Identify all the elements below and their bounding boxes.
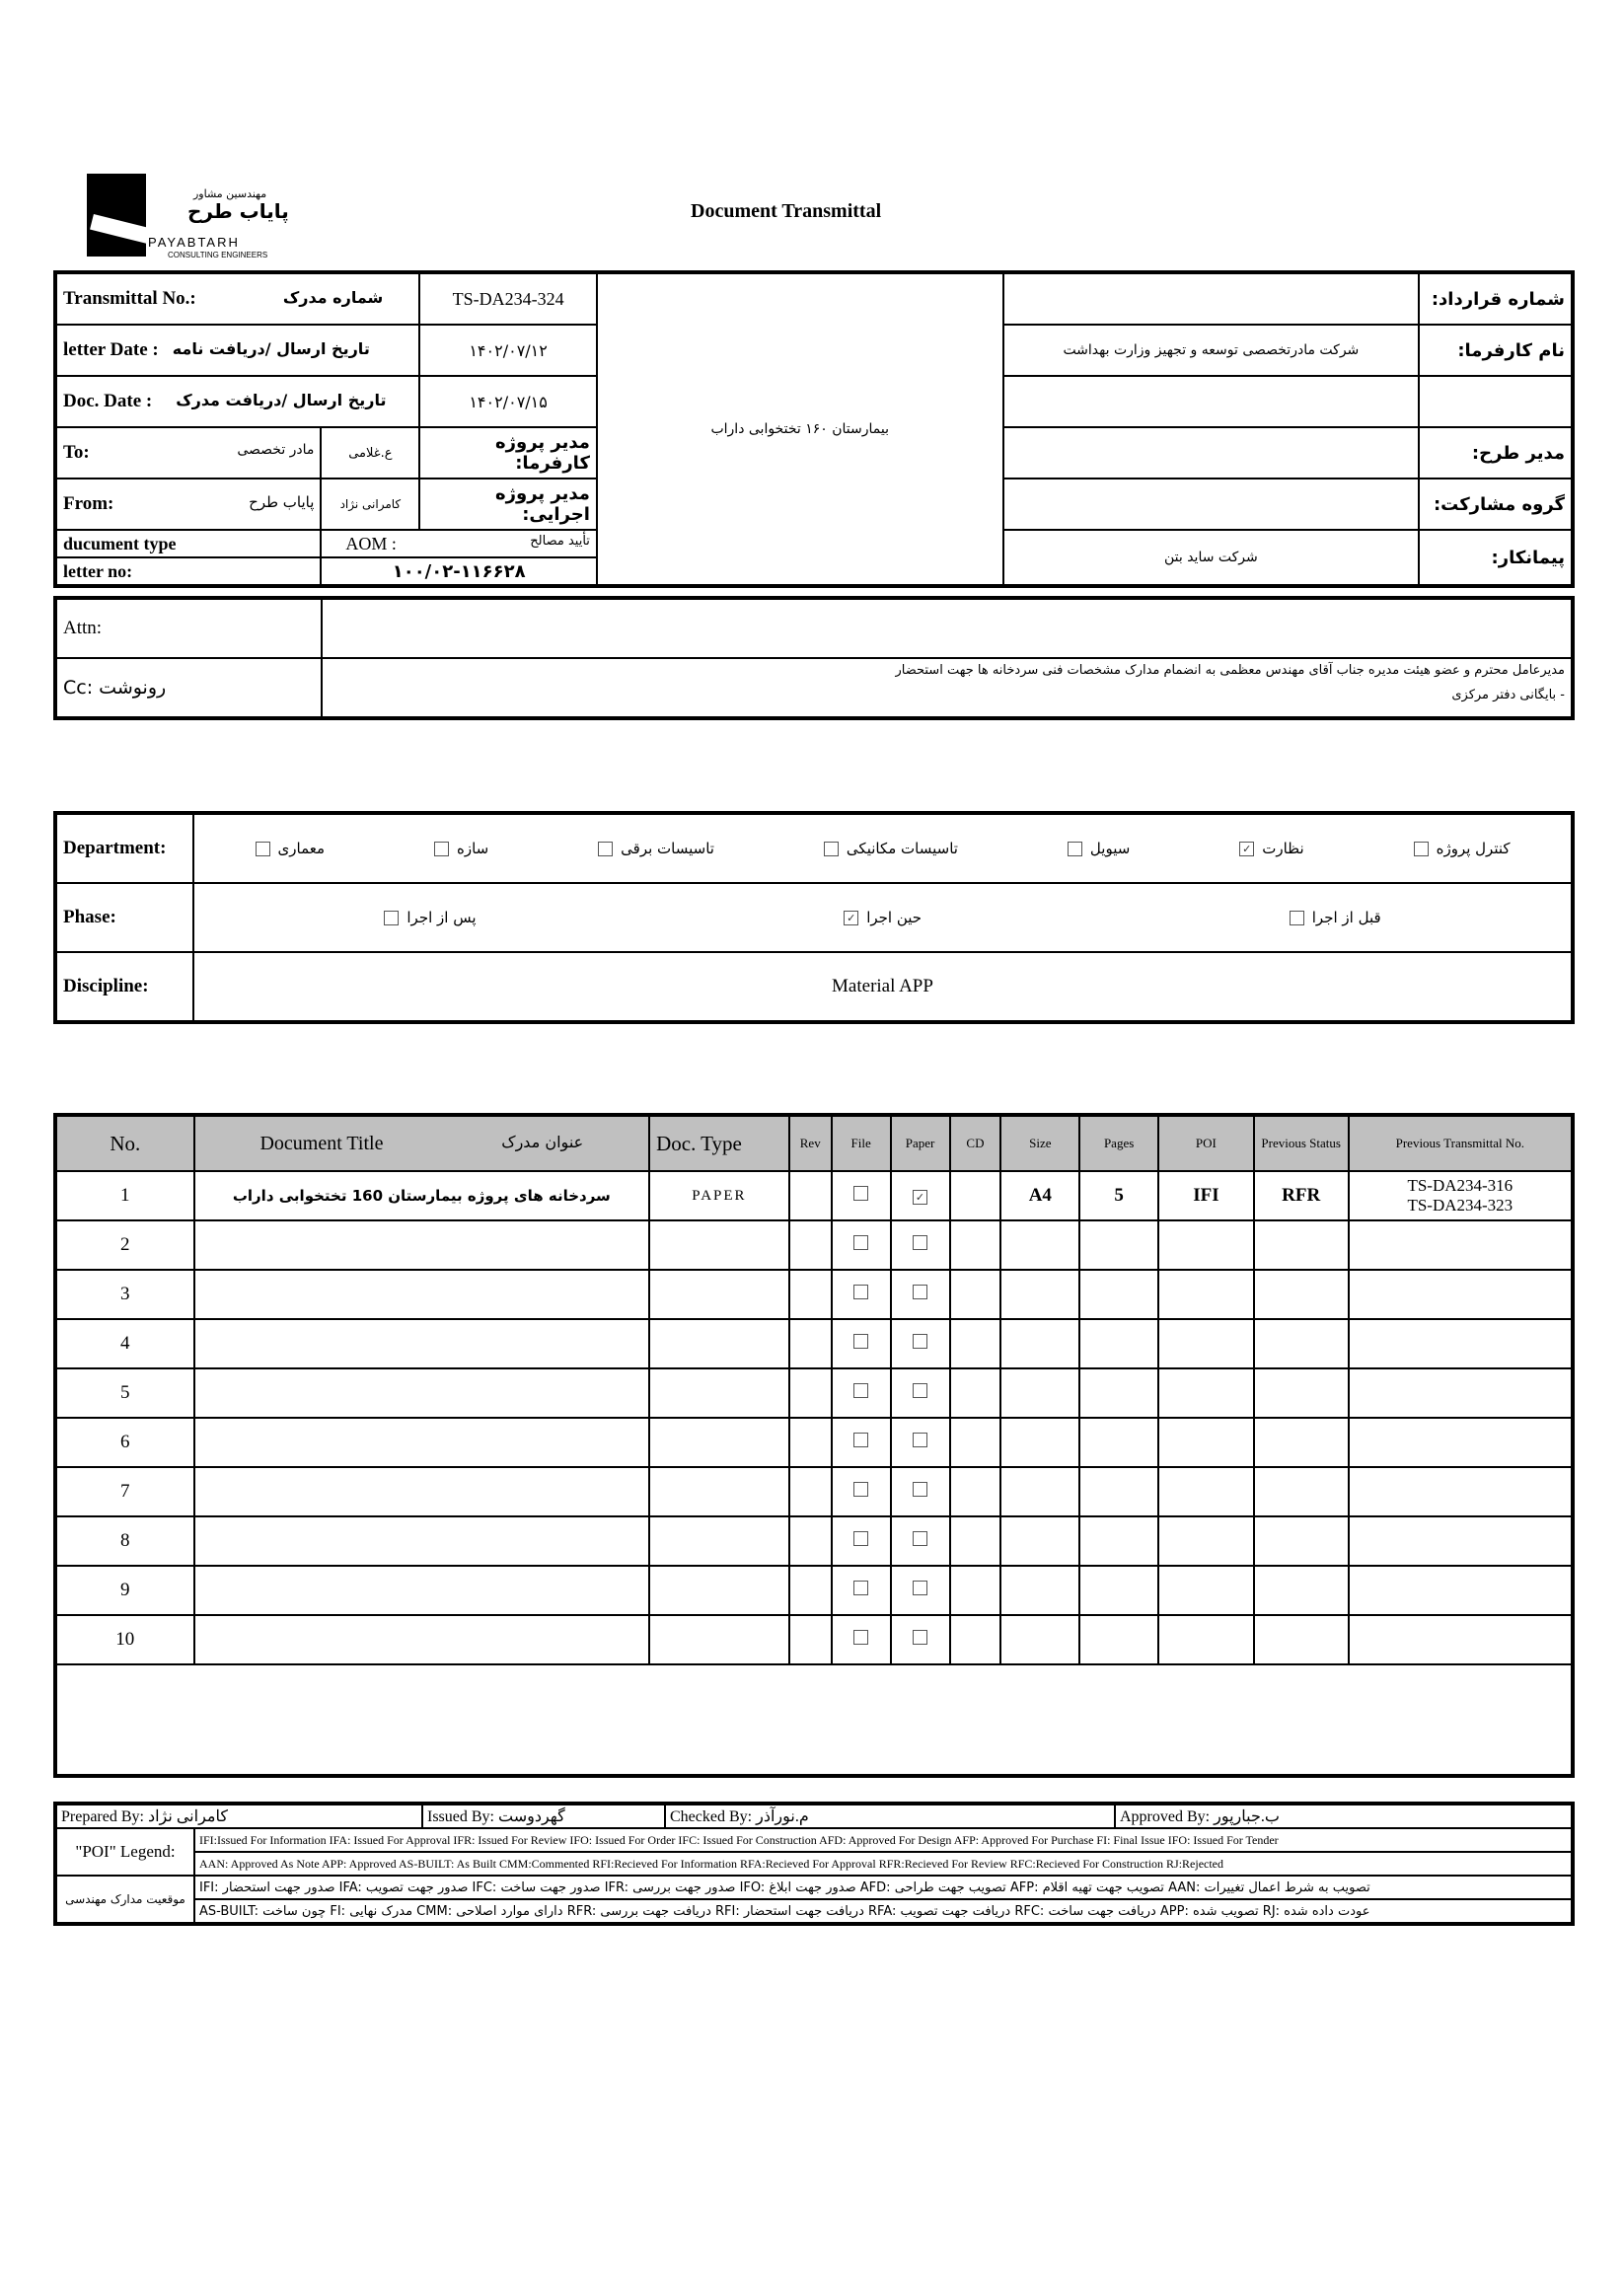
engineering-status-line-1: IFI: صدور جهت استحضار IFA: صدور جهت تصویب IFC: صدور جهت ساخت IFR: صدور جهت بررسی IFO: صدور جهت ابلاغ AFD: تصویب جهت طراحی AFP: تصویب جهت تهیه اقلام AAN: تصویب به شرط اعمال تغییرات (194, 1876, 1573, 1899)
row-paper (891, 1615, 950, 1664)
doc-type-fa: تأیید مصالح (530, 533, 590, 549)
row-no: 2 (55, 1220, 194, 1270)
checkbox-icon[interactable] (913, 1482, 927, 1497)
poi-legend-line-2: AAN: Approved As Note APP: Approved AS-BUILT: As Built CMM:Commented RFI:Recieved For Information RFA:Recieved For Approval RFR:Recieved For Review RFC:Recieved For Construction RJ:Rejected (194, 1852, 1573, 1876)
transmittal-no-label-cell (55, 272, 419, 325)
row-paper (891, 1418, 950, 1467)
department-option[interactable] (1239, 840, 1303, 857)
table-row (55, 1516, 1573, 1566)
row-cd (950, 1270, 1001, 1319)
row-prev-status (1254, 1516, 1349, 1566)
row-prev-status (1254, 1467, 1349, 1516)
row-pages (1079, 1566, 1158, 1615)
checkbox-icon[interactable] (913, 1334, 927, 1349)
doc-type-label: ducument type (55, 530, 321, 557)
checkbox-icon[interactable] (853, 1531, 868, 1546)
row-rev (789, 1467, 832, 1516)
department-option[interactable] (1068, 840, 1130, 857)
row-rev (789, 1418, 832, 1467)
table-row (55, 1270, 1573, 1319)
department-option[interactable] (1414, 840, 1511, 857)
engineering-status-label: موقعیت مدارک مهندسی (55, 1876, 194, 1924)
row-poi (1158, 1319, 1254, 1368)
doc-date-value: ۱۴۰۲/۰۷/۱۵ (419, 376, 597, 427)
department-option-label: سازه (456, 840, 489, 857)
row-title (194, 1516, 650, 1566)
row-no: 10 (55, 1615, 194, 1664)
issued-by: Issued By: گهردوست (422, 1804, 665, 1828)
checkbox-icon[interactable] (913, 1383, 927, 1398)
department-option-label: سیویل (1089, 840, 1131, 857)
row-cd (950, 1171, 1001, 1220)
checkbox-icon[interactable] (1068, 842, 1082, 856)
checkbox-icon[interactable] (824, 842, 839, 856)
letter-date-value: ۱۴۰۲/۰۷/۱۲ (419, 325, 597, 376)
row-title (194, 1615, 650, 1664)
checkbox-icon[interactable] (853, 1630, 868, 1645)
row-pages (1079, 1467, 1158, 1516)
row-prev-status (1254, 1615, 1349, 1664)
checkbox-icon[interactable] (853, 1581, 868, 1595)
phase-option[interactable] (384, 909, 476, 926)
row-prev-status (1254, 1418, 1349, 1467)
row-file (832, 1368, 891, 1418)
row-pages (1079, 1418, 1158, 1467)
department-option-label: نظارت (1262, 840, 1304, 857)
row-file (832, 1566, 891, 1615)
col-cd: CD (950, 1115, 1001, 1171)
department-option-label: تاسیسات مکانیکی (846, 840, 958, 857)
row-poi (1158, 1566, 1254, 1615)
row-paper (891, 1368, 950, 1418)
row-title (194, 1467, 650, 1516)
approved-by: Approved By: ب.جبارپور (1115, 1804, 1573, 1828)
row-file (832, 1418, 891, 1467)
row-prev-transmittal (1349, 1566, 1573, 1615)
checkbox-icon[interactable] (384, 911, 399, 925)
checkbox-icon[interactable] (598, 842, 613, 856)
row-prev-transmittal (1349, 1319, 1573, 1368)
discipline-value: Material APP (193, 952, 1573, 1022)
checked-checkbox-icon[interactable]: ✓ (1239, 842, 1254, 856)
row-size (1000, 1270, 1079, 1319)
row-doc-type (649, 1368, 789, 1418)
row-title: سردخانه های پروژه بیمارستان 160 تختخوابی داراب (194, 1171, 650, 1220)
row-rev (789, 1368, 832, 1418)
row-pages (1079, 1220, 1158, 1270)
cc-line-2: - بایگانی دفتر مرکزی (1451, 688, 1565, 702)
row-doc-type (649, 1220, 789, 1270)
row-paper (891, 1220, 950, 1270)
row-no: 5 (55, 1368, 194, 1418)
row-doc-type: PAPER (649, 1171, 789, 1220)
exec-pm-label: مدیر پروژه اجرایی: (419, 479, 597, 530)
row-file (832, 1319, 891, 1368)
doc-type-code: AOM : (345, 533, 397, 553)
attn-label: Attn: (55, 598, 322, 658)
row-prev-transmittal (1349, 1270, 1573, 1319)
logo-name-en: PAYABTARH (148, 235, 240, 250)
row-no: 6 (55, 1418, 194, 1467)
row-doc-type (649, 1418, 789, 1467)
department-option[interactable] (598, 840, 714, 857)
checkbox-icon[interactable] (913, 1285, 927, 1299)
row-prev-transmittal (1349, 1368, 1573, 1418)
row-paper (891, 1516, 950, 1566)
department-option[interactable] (434, 840, 488, 857)
logo-name-fa: پایاب طرح (187, 199, 289, 223)
poi-legend-label: "POI" Legend: (55, 1828, 194, 1876)
row-prev-transmittal (1349, 1171, 1573, 1220)
row-paper (891, 1566, 950, 1615)
contractor-value: شرکت ساید بتن (1003, 530, 1420, 586)
discipline-label: Discipline: (55, 952, 193, 1022)
row-cd (950, 1418, 1001, 1467)
row-rev (789, 1566, 832, 1615)
poi-legend-line-1: IFI:Issued For Information IFA: Issued For Approval IFR: Issued For Review IFO: Issued For Order IFC: Issued For Construction AFD: Approved For Design AFP: Approved For Purchase FI: Final Issue IFO: Issued For Tender (194, 1828, 1573, 1852)
row-file (832, 1270, 891, 1319)
col-poi: POI (1158, 1115, 1254, 1171)
footer-table (53, 1802, 1575, 1926)
row-rev (789, 1220, 832, 1270)
row-file (832, 1615, 891, 1664)
checkbox-icon[interactable] (1290, 911, 1304, 925)
col-doc-type: Doc. Type (649, 1115, 789, 1171)
row-pages (1079, 1319, 1158, 1368)
row-poi (1158, 1467, 1254, 1516)
exec-pm-name: کامرانی نژاد (321, 479, 419, 530)
department-option[interactable] (824, 840, 958, 857)
department-option-label: معماری (277, 840, 326, 857)
plan-manager-value (1003, 427, 1420, 479)
table-row (55, 1171, 1573, 1220)
row-prev-transmittal (1349, 1418, 1573, 1467)
table-row (55, 1615, 1573, 1664)
checkbox-icon[interactable] (913, 1581, 927, 1595)
row-poi (1158, 1418, 1254, 1467)
row-file (832, 1220, 891, 1270)
partnership-label: گروه مشارکت: (1419, 479, 1573, 530)
checkbox-icon[interactable] (853, 1186, 868, 1201)
row-size (1000, 1319, 1079, 1368)
row-poi (1158, 1368, 1254, 1418)
row-poi: IFI (1158, 1171, 1254, 1220)
phase-option-label: حین اجرا (866, 909, 923, 926)
cc-line-1: مدیرعامل محترم و عضو هیئت مدیره جناب آقای مهندس معظمی به انضمام مدارک مشخصات فنی سردخانه ها جهت استحضار (895, 663, 1565, 678)
phase-option[interactable] (1290, 909, 1381, 926)
checkbox-icon[interactable] (1414, 842, 1429, 856)
row-no: 1 (55, 1171, 194, 1220)
checkbox-icon[interactable] (913, 1433, 927, 1447)
row-rev (789, 1516, 832, 1566)
col-title-fa: عنوان مدرک (501, 1132, 584, 1151)
letter-date-label: letter Date : (63, 339, 159, 360)
doc-date-label: Doc. Date : (63, 391, 153, 411)
checkbox-icon[interactable] (853, 1482, 868, 1497)
row-prev-status (1254, 1270, 1349, 1319)
row-cd (950, 1220, 1001, 1270)
row-title (194, 1319, 650, 1368)
col-prev-transmittal: Previous Transmittal No. (1349, 1115, 1573, 1171)
row-doc-type (649, 1566, 789, 1615)
from-label: From: (63, 493, 114, 514)
row-paper (891, 1270, 950, 1319)
prev-transmittal-number: TS-DA234-316 (1407, 1176, 1513, 1195)
from-value: پایاب طرح (249, 493, 315, 511)
department-label: Department: (55, 813, 193, 883)
col-title (194, 1115, 650, 1171)
classification-table (53, 811, 1575, 1024)
col-paper: Paper (891, 1115, 950, 1171)
row-prev-status (1254, 1319, 1349, 1368)
checkbox-icon[interactable] (853, 1383, 868, 1398)
department-option-label: کنترل پروژه (1436, 840, 1511, 857)
row-file (832, 1516, 891, 1566)
engineering-status-line-2: AS-BUILT: چون ساخت FI: مدرک نهایی CMM: دارای موارد اصلاحی RFR: دریافت جهت بررسی RFI: دریافت جهت استحضار RFA: دریافت جهت تصویب RFC: دریافت جهت ساخت APP: تصویب شده RJ: عودت داده شده (194, 1899, 1573, 1924)
row-size (1000, 1467, 1079, 1516)
blank-notes-area (55, 1664, 1573, 1776)
cc-value (322, 658, 1573, 718)
row-doc-type (649, 1516, 789, 1566)
row-title (194, 1418, 650, 1467)
row-paper (891, 1171, 950, 1220)
row-no: 7 (55, 1467, 194, 1516)
row-size (1000, 1368, 1079, 1418)
client-value: شرکت مادرتخصصی توسعه و تجهیز وزارت بهداشت (1003, 325, 1420, 376)
row-cd (950, 1615, 1001, 1664)
row-file (832, 1467, 891, 1516)
prepared-by: Prepared By: کامرانی نژاد (55, 1804, 422, 1828)
letter-no-label: letter no: (55, 557, 321, 586)
row-pages: 5 (1079, 1171, 1158, 1220)
row-poi (1158, 1516, 1254, 1566)
doc-date-label-cell (55, 376, 419, 427)
row-prev-transmittal (1349, 1516, 1573, 1566)
attn-cc-table (53, 596, 1575, 720)
table-row (55, 1220, 1573, 1270)
table-row (55, 1319, 1573, 1368)
row-paper (891, 1319, 950, 1368)
documents-table (53, 1113, 1575, 1778)
table-row (55, 1566, 1573, 1615)
attn-value (322, 598, 1573, 658)
row-no: 9 (55, 1566, 194, 1615)
table-row (55, 1418, 1573, 1467)
row-size (1000, 1418, 1079, 1467)
row-size (1000, 1615, 1079, 1664)
row-size: A4 (1000, 1171, 1079, 1220)
client-pm-name: ع.غلامی (321, 427, 419, 479)
transmittal-no-label-fa: شماره مدرک (282, 288, 384, 307)
phase-options (193, 883, 1573, 952)
row-cd (950, 1368, 1001, 1418)
checkbox-icon[interactable] (853, 1235, 868, 1250)
row-paper (891, 1467, 950, 1516)
row-rev (789, 1171, 832, 1220)
prev-transmittal-number: TS-DA234-323 (1407, 1196, 1513, 1215)
logo-subtitle-en: CONSULTING ENGINEERS (168, 251, 268, 259)
checked-by: Checked By: م.نورآذر (665, 1804, 1115, 1828)
phase-option[interactable] (844, 909, 922, 926)
row-poi (1158, 1220, 1254, 1270)
checkbox-icon[interactable] (853, 1433, 868, 1447)
letter-no-value: ۱۰۰/۰۲-۱۱۶۶۲۸ (321, 557, 597, 586)
contractor-label: پیمانکار: (1419, 530, 1573, 586)
header-table (53, 270, 1575, 588)
from-cell (55, 479, 321, 530)
logo-subtitle-fa: مهندسین مشاور (193, 187, 267, 200)
department-option[interactable] (256, 840, 326, 857)
row-cd (950, 1467, 1001, 1516)
row-pages (1079, 1368, 1158, 1418)
row-cd (950, 1566, 1001, 1615)
contract-no-label: شماره قرارداد: (1419, 272, 1573, 325)
row-no: 3 (55, 1270, 194, 1319)
row-title (194, 1270, 650, 1319)
col-pages: Pages (1079, 1115, 1158, 1171)
row-prev-status (1254, 1368, 1349, 1418)
row-cd (950, 1319, 1001, 1368)
row-rev (789, 1319, 832, 1368)
col-no: No. (55, 1115, 194, 1171)
row-cd (950, 1516, 1001, 1566)
phase-option-label: پس از اجرا (406, 909, 477, 926)
transmittal-no-label: Transmittal No.: (63, 288, 196, 309)
contract-no-value (1003, 272, 1420, 325)
row-size (1000, 1516, 1079, 1566)
row-no: 8 (55, 1516, 194, 1566)
row-title (194, 1220, 650, 1270)
checkbox-icon[interactable] (853, 1285, 868, 1299)
row-no: 4 (55, 1319, 194, 1368)
row-size (1000, 1566, 1079, 1615)
blank-value (1003, 376, 1420, 427)
row-pages (1079, 1615, 1158, 1664)
col-title-en: Document Title (259, 1132, 384, 1154)
row-size (1000, 1220, 1079, 1270)
table-row (55, 1368, 1573, 1418)
partnership-value (1003, 479, 1420, 530)
row-doc-type (649, 1467, 789, 1516)
checkbox-icon[interactable] (256, 842, 270, 856)
row-prev-transmittal (1349, 1467, 1573, 1516)
checked-checkbox-icon[interactable]: ✓ (913, 1190, 927, 1205)
row-doc-type (649, 1270, 789, 1319)
row-pages (1079, 1516, 1158, 1566)
col-prev-status: Previous Status (1254, 1115, 1349, 1171)
cc-label: Cc: رونوشت (55, 658, 322, 718)
department-option-label: تاسیسات برقی (621, 840, 714, 857)
to-value: مادر تخصصی (237, 442, 315, 458)
project-name: بیمارستان ۱۶۰ تختخوابی داراب (597, 272, 1003, 586)
checked-checkbox-icon[interactable]: ✓ (844, 911, 858, 925)
col-rev: Rev (789, 1115, 832, 1171)
row-prev-transmittal (1349, 1615, 1573, 1664)
doc-date-label-fa: تاریخ ارسال /دریافت مدرک (176, 391, 387, 409)
transmittal-no-value: TS-DA234-324 (419, 272, 597, 325)
client-pm-label: مدیر پروژه کارفرما: (419, 427, 597, 479)
phase-option-label: قبل از اجرا (1311, 909, 1381, 926)
row-poi (1158, 1615, 1254, 1664)
row-file (832, 1171, 891, 1220)
row-prev-transmittal (1349, 1220, 1573, 1270)
row-doc-type (649, 1615, 789, 1664)
row-title (194, 1566, 650, 1615)
row-title (194, 1368, 650, 1418)
plan-manager-label: مدیر طرح: (1419, 427, 1573, 479)
letter-date-label-fa: تاریخ ارسال /دریافت نامه (172, 339, 370, 358)
row-prev-status (1254, 1220, 1349, 1270)
row-poi (1158, 1270, 1254, 1319)
row-rev (789, 1615, 832, 1664)
doc-type-cell (321, 530, 597, 557)
checkbox-icon[interactable] (913, 1235, 927, 1250)
col-file: File (832, 1115, 891, 1171)
row-prev-status: RFR (1254, 1171, 1349, 1220)
row-rev (789, 1270, 832, 1319)
blank-label (1419, 376, 1573, 427)
to-cell (55, 427, 321, 479)
phase-label: Phase: (55, 883, 193, 952)
to-label: To: (63, 442, 90, 463)
checkbox-icon[interactable] (913, 1531, 927, 1546)
col-size: Size (1000, 1115, 1079, 1171)
page-title: Document Transmittal (691, 200, 882, 222)
row-prev-status (1254, 1566, 1349, 1615)
letter-date-label-cell (55, 325, 419, 376)
checkbox-icon[interactable] (434, 842, 449, 856)
checkbox-icon[interactable] (913, 1630, 927, 1645)
table-row (55, 1467, 1573, 1516)
checkbox-icon[interactable] (853, 1334, 868, 1349)
department-options (193, 813, 1573, 883)
row-doc-type (649, 1319, 789, 1368)
client-label: نام کارفرما: (1419, 325, 1573, 376)
row-pages (1079, 1270, 1158, 1319)
